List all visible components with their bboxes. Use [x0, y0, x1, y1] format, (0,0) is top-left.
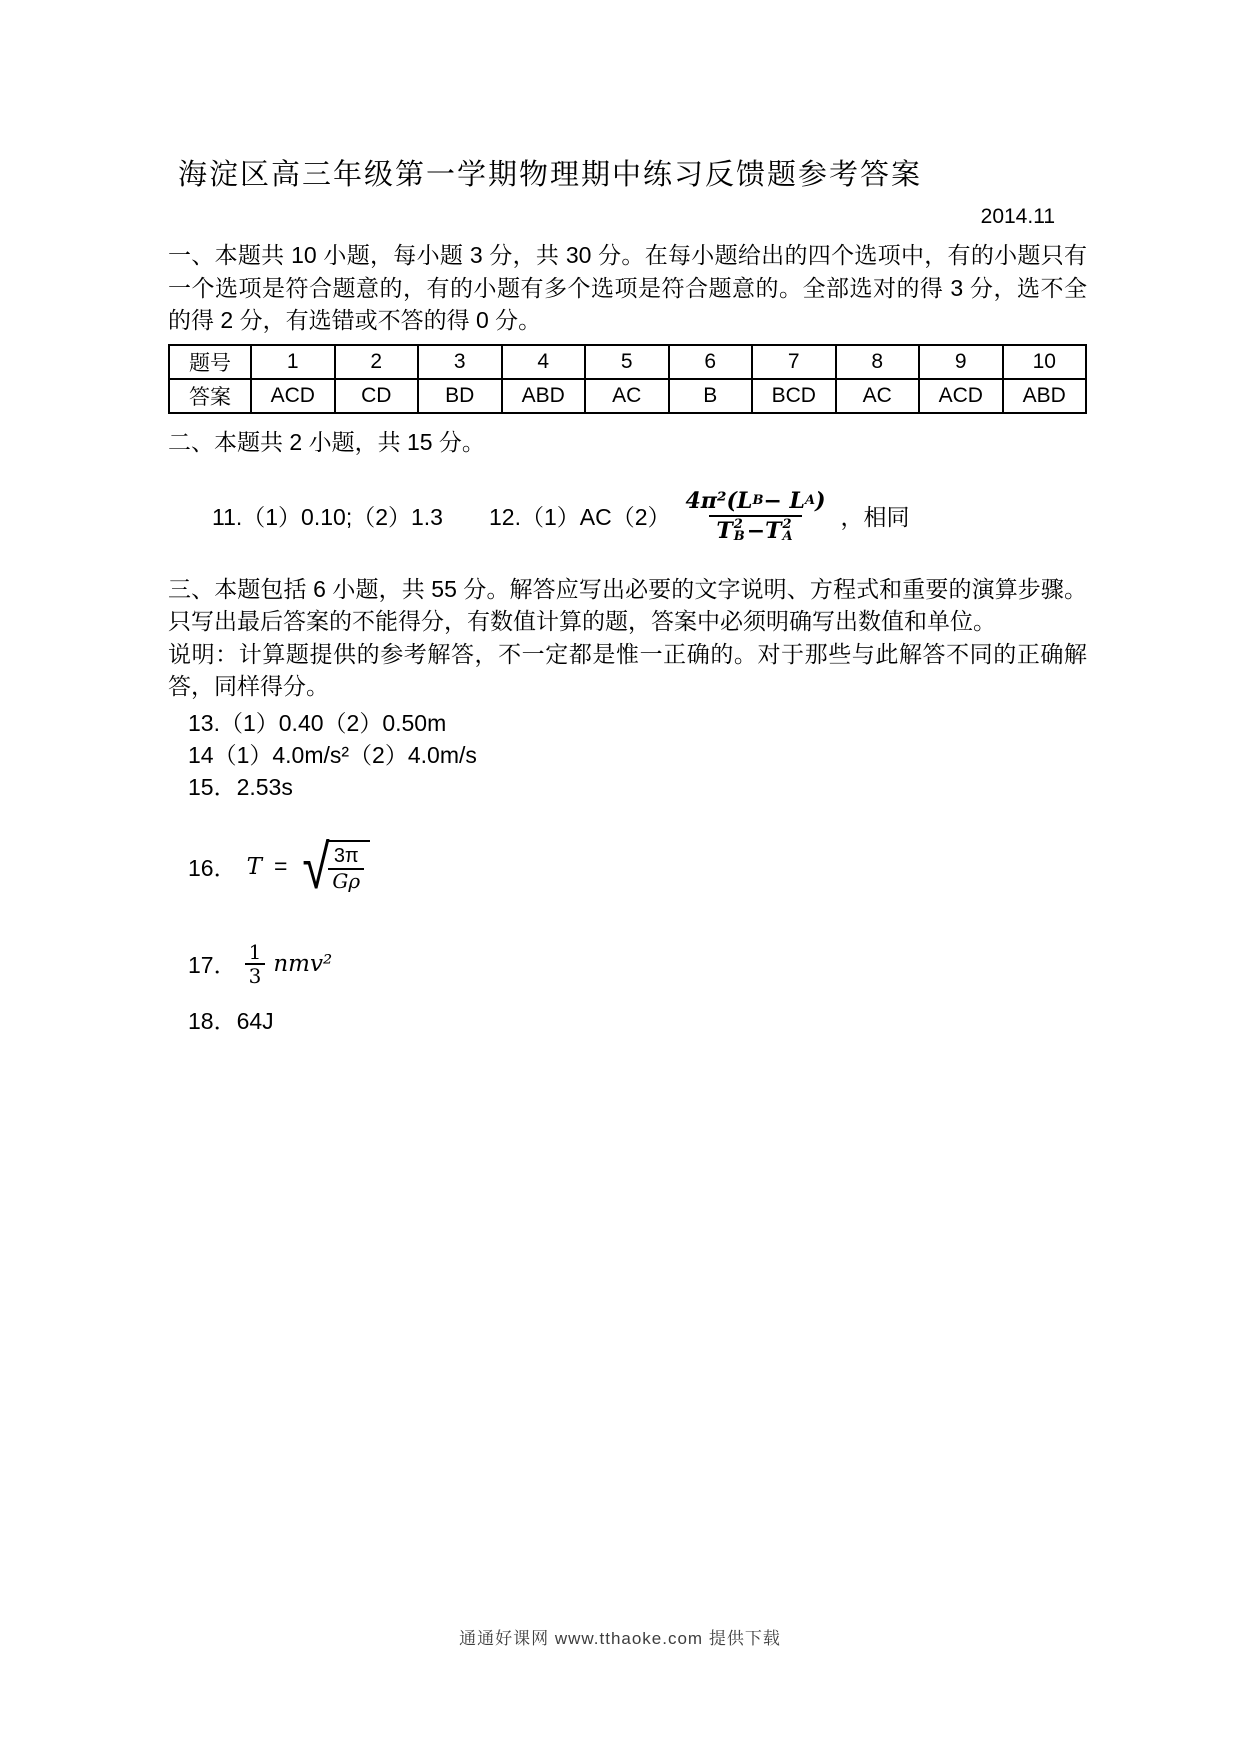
answer-table — [168, 344, 1087, 414]
q16-fraction-denominator: Gρ — [328, 868, 364, 893]
question-number-cell: 9 — [919, 345, 1003, 379]
question-number-cell: 8 — [836, 345, 920, 379]
q16-square-root — [299, 829, 370, 903]
q13-answer: 13.（1）0.40（2）0.50m — [188, 709, 447, 736]
question-number-cell: 10 — [1003, 345, 1087, 379]
footer-text: 通通好课网 www.tthaoke.com 提供下载 — [459, 1629, 781, 1648]
q16-label: 16． — [188, 855, 237, 881]
answer-cell: ABD — [1003, 379, 1087, 413]
q12-fraction-denominator: T 2 B − T 2 A — [709, 515, 801, 545]
page-title: 海淀区高三年级第一学期物理期中练习反馈题参考答案 — [177, 159, 922, 191]
question-number-cell: 7 — [752, 345, 836, 379]
q16-answer — [188, 827, 1087, 907]
q12-answer-prefix: 12.（1）AC（2） — [488, 504, 671, 530]
section2-heading: 二、本题共 2 小题，共 15 分。 — [168, 428, 485, 455]
answer-cell: BD — [418, 379, 502, 413]
section1-intro: 一、本题共 10 小题，每小题 3 分，共 30 分。在每小题给出的四个选项中，有的小题只有一个选项是符合题意的，有的小题有多个选项是符合题意的。全部选对的得 3 分，选不全的得 2 分，有选错或不答的得 0 分。 — [168, 242, 1087, 333]
q18-answer: 18．64J — [188, 1007, 274, 1034]
q17-expression: nmv² — [273, 950, 333, 977]
q17-fraction-numerator: 1 — [248, 939, 262, 964]
q14-answer: 14（1）4.0m/s²（2）4.0m/s — [188, 741, 477, 768]
row-header-answer: 答案 — [169, 379, 251, 413]
answer-cell: AC — [585, 379, 669, 413]
date: 2014.11 — [980, 205, 1055, 228]
question-number-cell: 6 — [669, 345, 753, 379]
answer-cell: ABD — [502, 379, 586, 413]
q12-fraction-numerator: 4π²(L B − L A ) — [685, 487, 826, 514]
q11-q12-line — [212, 471, 1087, 561]
answer-cell: B — [669, 379, 753, 413]
question-number-cell: 1 — [251, 345, 335, 379]
q16-fraction — [328, 845, 364, 893]
row-header-number: 题号 — [169, 345, 251, 379]
answer-cell: AC — [836, 379, 920, 413]
question-number-cell: 5 — [585, 345, 669, 379]
q17-fraction-denominator: 3 — [245, 963, 266, 987]
q17-fraction — [245, 941, 266, 987]
q16-fraction-numerator: 3π — [333, 845, 359, 867]
table-row-question-numbers — [169, 345, 1086, 379]
answer-cell: CD — [335, 379, 419, 413]
answer-cell: BCD — [752, 379, 836, 413]
equals-sign: = — [273, 853, 288, 879]
radical-sign-icon: √ — [302, 829, 331, 903]
q11-answer: 11.（1）0.10;（2）1.3 — [212, 504, 443, 530]
q16-lhs: T — [246, 853, 262, 880]
question-number-cell: 3 — [418, 345, 502, 379]
q12-answer-suffix: ，相同 — [840, 504, 910, 530]
section3-note: 说明：计算题提供的参考解答，不一定都是惟一正确的。对于那些与此解答不同的正确解答，同样得分。 — [168, 640, 1087, 699]
section3-heading: 三、本题包括 6 小题，共 55 分。解答应写出必要的文字说明、方程式和重要的演算步骤。只写出最后答案的不能得分，有数值计算的题，答案中必须明确写出数值和单位。 — [168, 575, 1087, 634]
table-row-answers — [169, 379, 1086, 413]
q17-answer — [188, 935, 1087, 993]
answer-cell: ACD — [251, 379, 335, 413]
q17-label: 17． — [188, 952, 237, 978]
page-content — [168, 0, 1087, 1037]
question-number-cell: 4 — [502, 345, 586, 379]
q12-fraction — [679, 487, 833, 545]
q15-answer: 15．2.53s — [188, 773, 293, 800]
question-number-cell: 2 — [335, 345, 419, 379]
answer-cell: ACD — [919, 379, 1003, 413]
